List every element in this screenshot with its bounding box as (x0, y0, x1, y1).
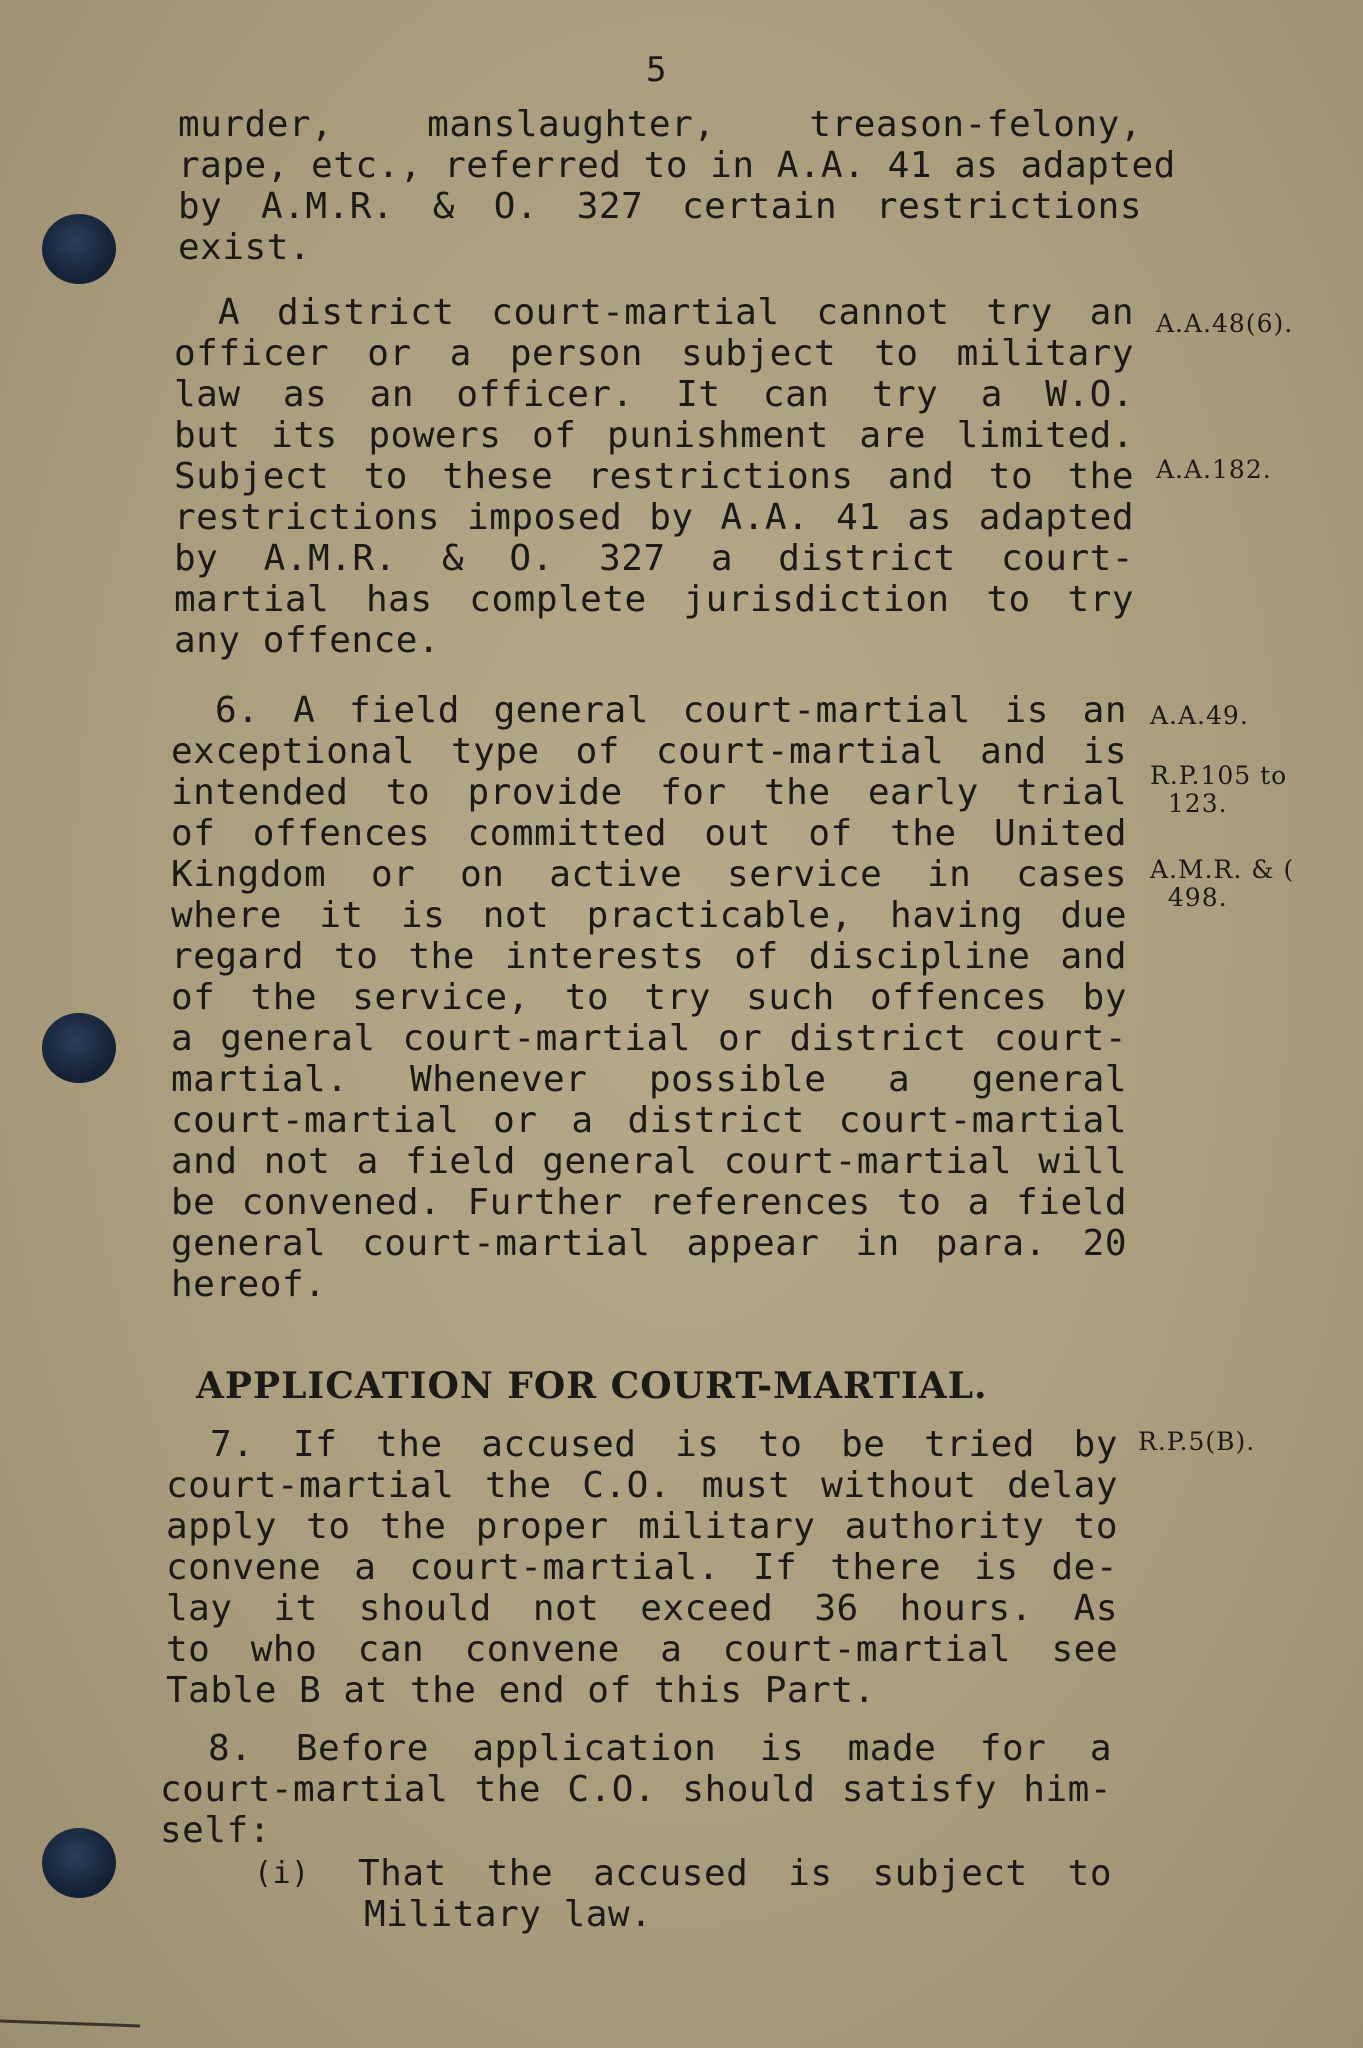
text-line: Subject to these restrictions and to the (174, 456, 1134, 497)
text-line: Table B at the end of this Part. (166, 1670, 876, 1711)
text-line: general court-martial appear in para. 20 (171, 1223, 1127, 1264)
text-line: hereof. (171, 1264, 327, 1305)
text-line: and not a field general court-martial will (171, 1141, 1127, 1182)
page-number: 5 (646, 50, 667, 90)
text-line: Military law. (364, 1894, 653, 1935)
text-line: exist. (178, 227, 312, 268)
text-line: intended to provide for the early trial (171, 772, 1127, 813)
text-line: rape, etc., referred to in A.A. 41 as adapted (178, 145, 1176, 186)
margin-note: A.A.182. (1156, 455, 1272, 484)
margin-note: A.M.R. & ( 498. (1150, 855, 1295, 912)
text-line: court-martial the C.O. should satisfy him- (160, 1769, 1112, 1810)
text-line: martial. Whenever possible a general (171, 1059, 1127, 1100)
text-line: but its powers of punishment are limited. (174, 415, 1134, 456)
text-line: court-martial the C.O. must without delay (166, 1465, 1118, 1506)
text-line: court-martial or a district court-martial (171, 1100, 1127, 1141)
margin-note: R.P.105 to 123. (1150, 761, 1288, 818)
punch-hole (42, 1828, 116, 1898)
text-line: apply to the proper military authority to (166, 1506, 1118, 1547)
text-line: be convened. Further references to a field (171, 1182, 1127, 1223)
text-line: any offence. (174, 620, 441, 661)
text-line: restrictions imposed by A.A. 41 as adapted (174, 497, 1134, 538)
text-line: exceptional type of court-martial and is (171, 731, 1127, 772)
text-line: murder, manslaughter, treason-felony, (178, 104, 1142, 145)
text-line: of the service, to try such offences by (171, 977, 1127, 1018)
text-line: a general court-martial or district court- (171, 1018, 1127, 1059)
paragraph-7 (166, 1424, 1118, 1711)
margin-note: R.P.5(B). (1138, 1427, 1256, 1456)
text-line: Kingdom or on active service in cases (171, 854, 1127, 895)
text-line: 6. A field general court-martial is an (215, 690, 1127, 731)
text-line: of offences committed out of the United (171, 813, 1127, 854)
text-line: 8. Before application is made for a (208, 1728, 1112, 1769)
text-line: officer or a person subject to military (174, 333, 1134, 374)
punch-hole (42, 1013, 116, 1083)
punch-hole (42, 214, 116, 284)
text-line: A district court-martial cannot try an (218, 292, 1134, 333)
list-marker: (i) (254, 1856, 310, 1891)
text-line: lay it should not exceed 36 hours. As (166, 1588, 1118, 1629)
text-line: That the accused is subject to (358, 1853, 1112, 1894)
text-line: law as an officer. It can try a W.O. (174, 374, 1134, 415)
text-line: where it is not practicable, having due (171, 895, 1127, 936)
section-heading: APPLICATION FOR COURT-MARTIAL. (196, 1365, 988, 1407)
text-line: convene a court-martial. If there is de- (166, 1547, 1118, 1588)
text-line: martial has complete jurisdiction to try (174, 579, 1134, 620)
paragraph-8 (160, 1728, 1112, 1851)
text-line: 7. If the accused is to be tried by (210, 1424, 1118, 1465)
text-line: to who can convene a court-martial see (166, 1629, 1118, 1670)
margin-note: A.A.48(6). (1156, 309, 1294, 338)
paragraph-district-court-martial (174, 292, 1134, 661)
list-item (254, 1853, 1112, 1935)
text-line: by A.M.R. & O. 327 a district court- (174, 538, 1134, 579)
text-line: regard to the interests of discipline and (171, 936, 1127, 977)
text-line: self: (160, 1810, 271, 1851)
paragraph-continuation (178, 104, 1176, 268)
margin-note: A.A.49. (1150, 701, 1249, 730)
paragraph-6 (171, 690, 1127, 1305)
text-line: by A.M.R. & O. 327 certain restrictions (178, 186, 1142, 227)
